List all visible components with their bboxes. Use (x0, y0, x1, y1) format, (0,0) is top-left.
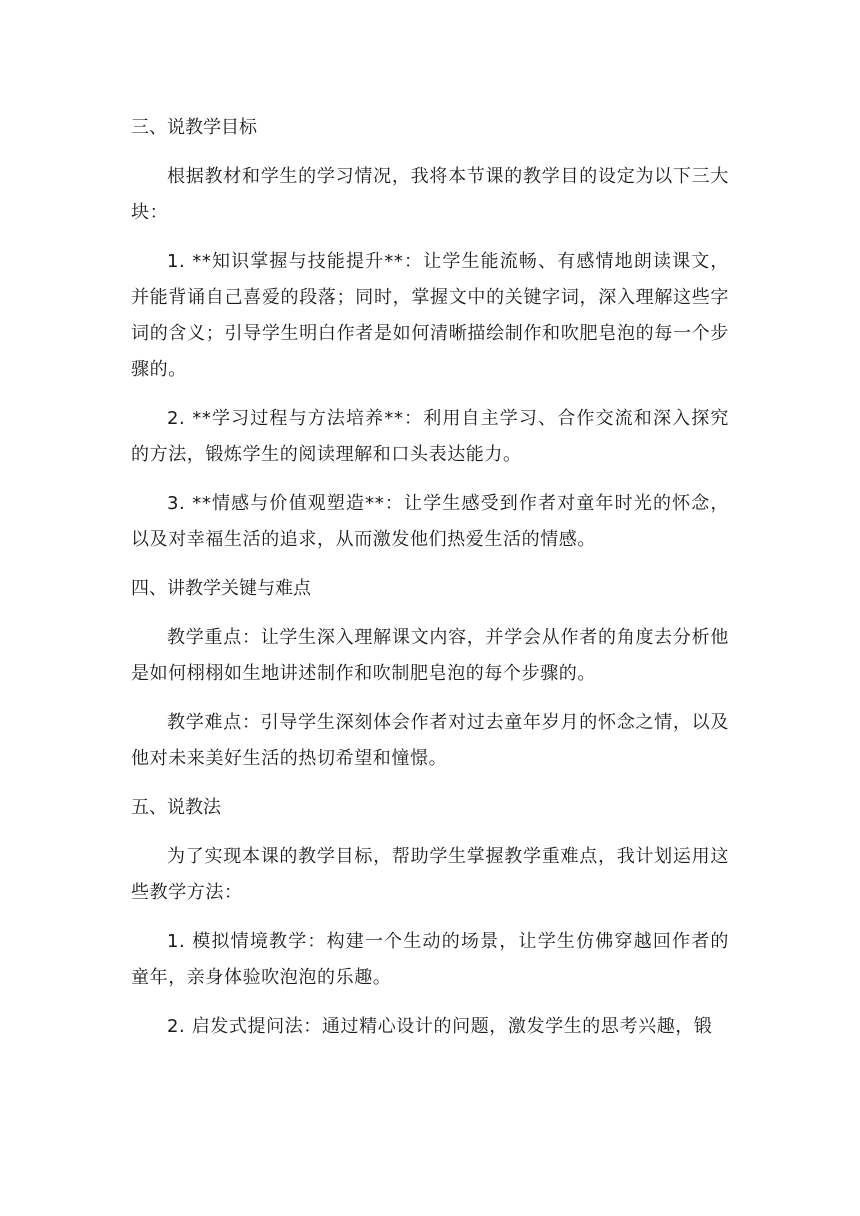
paragraph-method-1: 1. 模拟情境教学：构建一个生动的场景，让学生仿佛穿越回作者的童年，亲身体验吹泡泡的乐趣。 (131, 931, 729, 988)
paragraph-difficulty: 教学难点：引导学生深刻体会作者对过去童年岁月的怀念之情，以及他对未来美好生活的热切希望和憧憬。 (131, 712, 729, 769)
document-body (131, 110, 729, 1058)
section-heading-teaching-methods: 五、说教法 (131, 797, 221, 818)
paragraph-objective-1: 1. **知识掌握与技能提升**：让学生能流畅、有感情地朗读课文，并能背诵自己喜爱的段落；同时，掌握文中的关键字词，深入理解这些字词的含义；引导学生明白作者是如何清晰描绘制作和吹肥皂泡的每一个步骤的。 (131, 251, 729, 380)
section-heading-objectives: 三、说教学目标 (131, 117, 257, 138)
paragraph-objectives-intro: 根据教材和学生的学习情况，我将本节课的教学目的设定为以下三大块： (131, 166, 729, 223)
paragraph-method-2: 2. 启发式提问法：通过精心设计的问题，激发学生的思考兴趣，锻 (167, 1016, 713, 1037)
paragraph-objective-3: 3. **情感与价值观塑造**：让学生感受到作者对童年时光的怀念，以及对幸福生活的追求，从而激发他们热爱生活的情感。 (131, 493, 729, 550)
section-heading-key-points: 四、讲教学关键与难点 (131, 578, 311, 599)
paragraph-methods-intro: 为了实现本课的教学目标，帮助学生掌握教学重难点，我计划运用这些教学方法： (131, 846, 729, 903)
paragraph-key-point: 教学重点：让学生深入理解课文内容，并学会从作者的角度去分析他是如何栩栩如生地讲述制作和吹制肥皂泡的每个步骤的。 (131, 627, 729, 684)
paragraph-objective-2: 2. **学习过程与方法培养**：利用自主学习、合作交流和深入探究的方法，锻炼学生的阅读理解和口头表达能力。 (131, 408, 729, 465)
